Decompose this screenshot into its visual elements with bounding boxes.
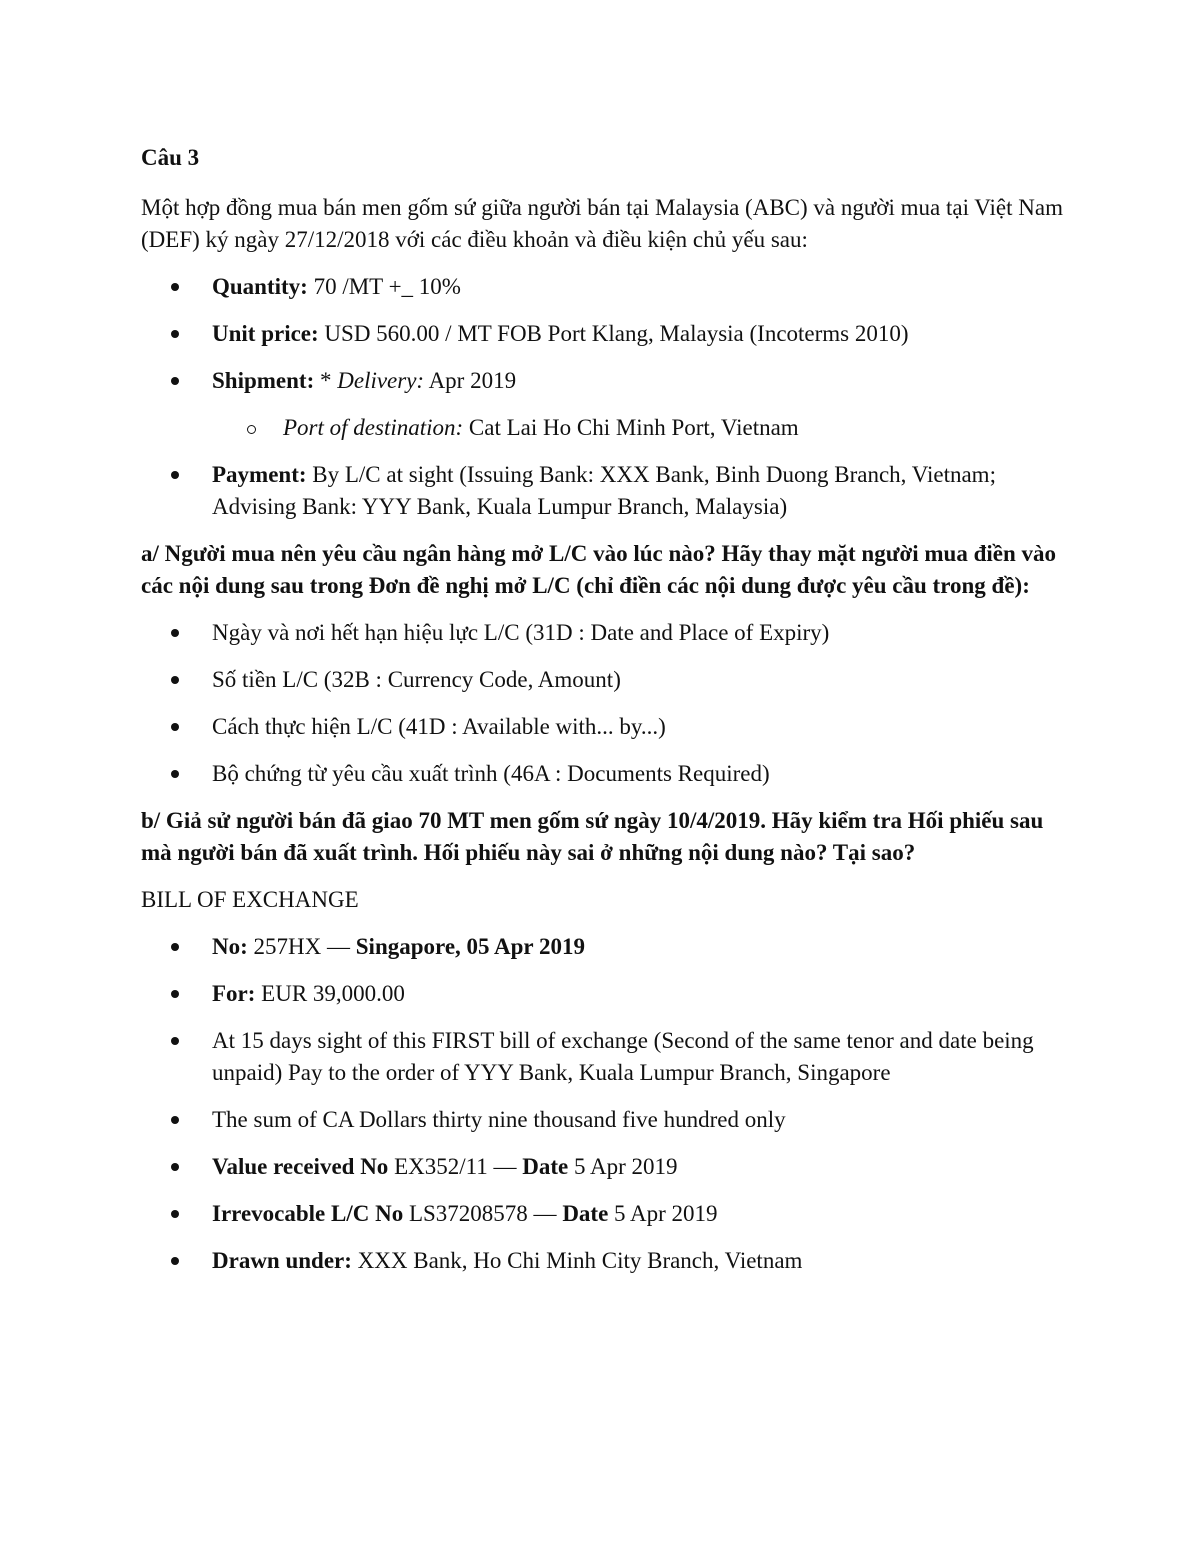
payment-label: Payment:: [212, 462, 307, 487]
contract-terms-list: [141, 271, 1071, 523]
lc-number-label: Irrevocable L/C No: [212, 1201, 404, 1226]
list-item: [141, 711, 1071, 743]
bullet-icon: [171, 990, 179, 998]
lc-field-text: Cách thực hiện L/C (41D : Available with... by...): [212, 714, 666, 739]
list-item-unit-price: [141, 318, 1071, 350]
bill-tenor-text: At 15 days sight of this FIRST bill of exchange (Second of the same tenor and date being unpaid) Pay to the order of YYY Bank, Kuala Lumpur Branch, Singapore: [212, 1028, 1034, 1085]
lc-number-value: LS37208578 —: [403, 1201, 563, 1226]
list-item: [141, 664, 1071, 696]
drawn-under-label: Drawn under:: [212, 1248, 352, 1273]
port-value: Cat Lai Ho Chi Minh Port, Vietnam: [463, 415, 799, 440]
shipment-label: Shipment:: [212, 368, 315, 393]
list-item-irrevocable-lc: [141, 1198, 1071, 1230]
bullet-icon: [171, 1257, 179, 1265]
drawn-under-value: XXX Bank, Ho Chi Minh City Branch, Vietnam: [351, 1248, 803, 1273]
lc-date-label: Date: [562, 1201, 609, 1226]
shipment-prefix: *: [314, 368, 338, 393]
bullet-icon: [171, 723, 179, 731]
bullet-icon: [171, 471, 179, 479]
lc-fields-list: [141, 617, 1071, 790]
bill-for-label: For:: [212, 981, 256, 1006]
bullet-icon: [171, 1163, 179, 1171]
question-heading: Câu 3: [141, 145, 200, 170]
bullet-icon: [171, 377, 179, 385]
list-item: [141, 758, 1071, 790]
intro-paragraph: Một hợp đồng mua bán men gốm sứ giữa người bán tại Malaysia (ABC) và người mua tại Việt Nam (DEF) ký ngày 27/12/2018 với các điều khoản và điều kiện chủ yếu sau:: [141, 195, 1063, 252]
bullet-icon: [171, 1210, 179, 1218]
bullet-icon: [171, 676, 179, 684]
value-date-label: Date: [522, 1154, 569, 1179]
list-item-bill-sum: [141, 1104, 1071, 1136]
bill-no-label: No:: [212, 934, 248, 959]
hollow-bullet-icon: [247, 425, 256, 434]
lc-field-text: Bộ chứng từ yêu cầu xuất trình (46A : Documents Required): [212, 761, 770, 786]
bill-of-exchange-list: [141, 931, 1071, 1277]
list-item-bill-for: [141, 978, 1071, 1010]
bullet-icon: [171, 629, 179, 637]
unit-price-label: Unit price:: [212, 321, 319, 346]
quantity-value: 70 /MT +_ 10%: [307, 274, 461, 299]
bill-title: BILL OF EXCHANGE: [141, 887, 359, 912]
bullet-icon: [171, 943, 179, 951]
bullet-icon: [171, 283, 179, 291]
shipment-sublist: [212, 412, 1071, 444]
list-item-bill-no: [141, 931, 1071, 963]
bullet-icon: [171, 1037, 179, 1045]
list-item-bill-tenor: [141, 1025, 1071, 1089]
value-received-value: EX352/11 —: [388, 1154, 523, 1179]
question-b: b/ Giả sử người bán đã giao 70 MT men gốm sứ ngày 10/4/2019. Hãy kiểm tra Hối phiếu sau mà người bán đã xuất trình. Hối phiếu này sai ở những nội dung nào? Tại sao?: [141, 808, 1044, 865]
delivery-value: Apr 2019: [424, 368, 517, 393]
bill-place-date: Singapore, 05 Apr 2019: [355, 934, 585, 959]
list-item-drawn-under: [141, 1245, 1071, 1277]
bill-for-value: EUR 39,000.00: [255, 981, 405, 1006]
list-item-quantity: [141, 271, 1071, 303]
payment-value: By L/C at sight (Issuing Bank: XXX Bank, Binh Duong Branch, Vietnam; Advising Bank: YYY Bank, Kuala Lumpur Branch, Malaysia): [212, 462, 996, 519]
bullet-icon: [171, 330, 179, 338]
list-item: [141, 617, 1071, 649]
list-item-shipment: [141, 365, 1071, 444]
bullet-icon: [171, 1116, 179, 1124]
port-label: Port of destination:: [283, 415, 464, 440]
lc-field-text: Ngày và nơi hết hạn hiệu lực L/C (31D : Date and Place of Expiry): [212, 620, 830, 645]
document-page: [141, 142, 1071, 1292]
list-item-value-received: [141, 1151, 1071, 1183]
bill-no-value: 257HX —: [247, 934, 356, 959]
quantity-label: Quantity:: [212, 274, 308, 299]
delivery-label: Delivery:: [337, 368, 425, 393]
value-date-value: 5 Apr 2019: [568, 1154, 678, 1179]
lc-field-text: Số tiền L/C (32B : Currency Code, Amount): [212, 667, 621, 692]
unit-price-value: USD 560.00 / MT FOB Port Klang, Malaysia (Incoterms 2010): [318, 321, 909, 346]
bullet-icon: [171, 770, 179, 778]
value-received-label: Value received No: [212, 1154, 389, 1179]
bill-sum-text: The sum of CA Dollars thirty nine thousand five hundred only: [212, 1107, 786, 1132]
list-item-payment: [141, 459, 1071, 523]
question-a: a/ Người mua nên yêu cầu ngân hàng mở L/C vào lúc nào? Hãy thay mặt người mua điền vào các nội dung sau trong Đơn đề nghị mở L/C (chỉ điền các nội dung được yêu cầu trong đề):: [141, 541, 1057, 598]
lc-date-value: 5 Apr 2019: [608, 1201, 718, 1226]
list-item-port: [212, 412, 1071, 444]
